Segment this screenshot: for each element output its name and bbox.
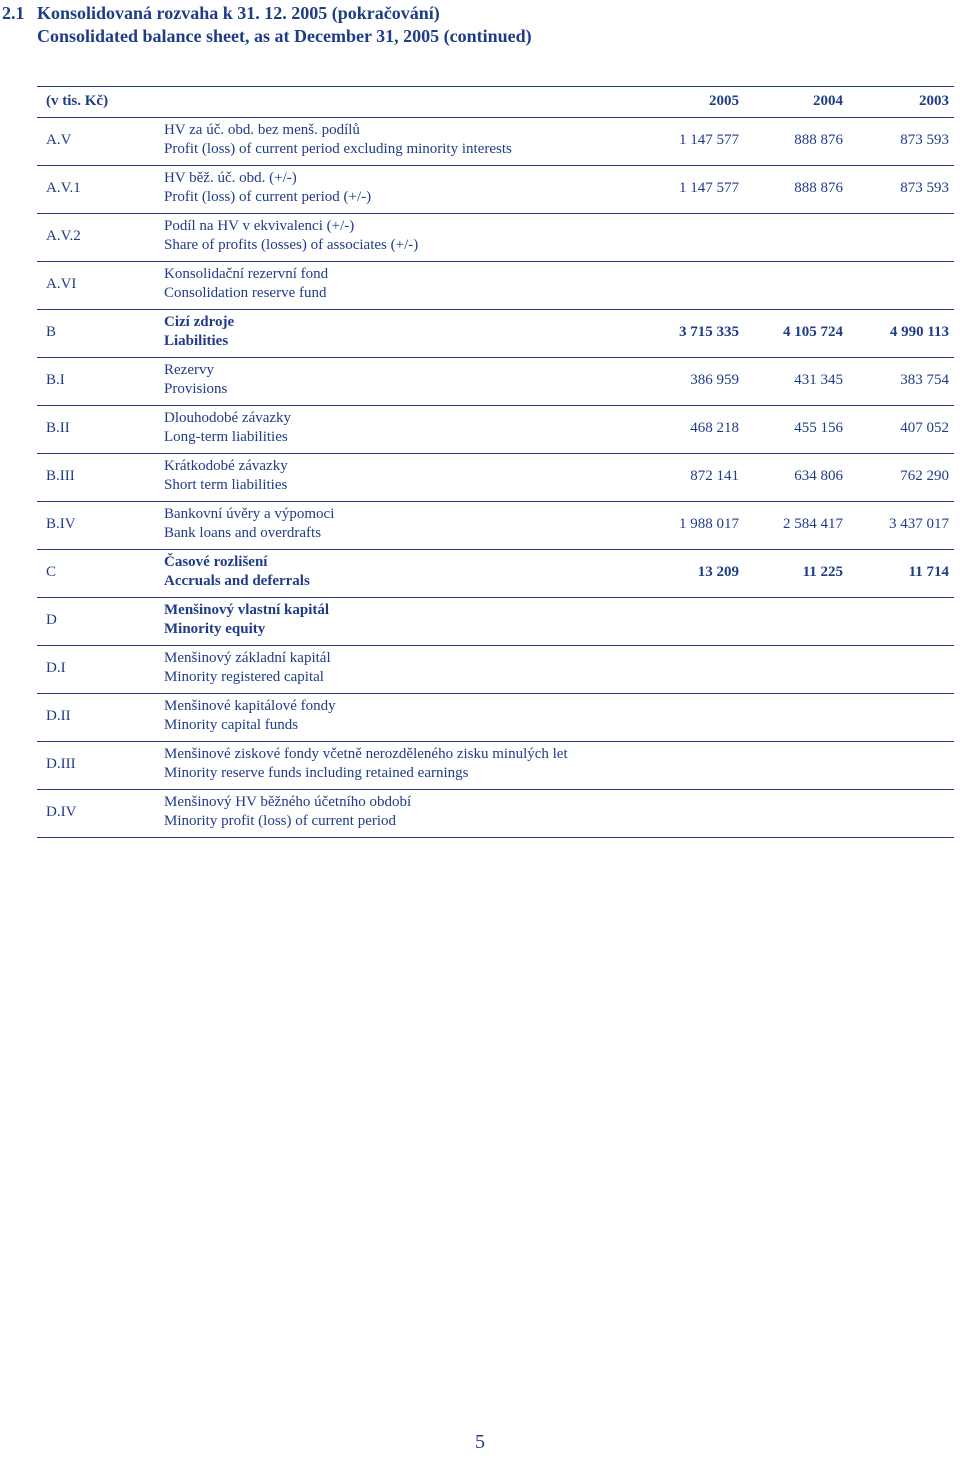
value-2004: 634 806 <box>794 468 843 484</box>
value-2004: 2 584 417 <box>783 516 843 532</box>
value-2003: 3 437 017 <box>889 516 949 532</box>
value-2005: 1 147 577 <box>679 180 739 196</box>
value-2004: 431 345 <box>794 372 843 388</box>
row-label-czech: Menšinový HV běžného účetního období <box>164 794 412 810</box>
row-label-english: Minority profit (loss) of current period <box>164 813 397 829</box>
row-label-english: Short term liabilities <box>164 477 288 493</box>
table-row <box>37 742 954 790</box>
row-code: B.III <box>46 468 75 484</box>
row-label-english: Long-term liabilities <box>164 429 288 445</box>
table-row <box>37 502 954 550</box>
row-label-english: Profit (loss) of current period excluding minority interests <box>164 141 512 157</box>
value-2003: 873 593 <box>900 132 949 148</box>
row-code: B <box>46 324 57 340</box>
row-label-czech: Konsolidační rezervní fond <box>164 266 329 282</box>
value-2005: 3 715 335 <box>679 324 739 340</box>
value-2003: 11 714 <box>908 564 949 580</box>
value-2004: 4 105 724 <box>783 324 843 340</box>
table-row <box>37 454 954 502</box>
unit-label: (v tis. Kč) <box>46 93 109 109</box>
row-code: B.II <box>46 420 70 436</box>
row-label-czech: HV běž. úč. obd. (+/-) <box>164 170 297 186</box>
table-row <box>37 118 954 166</box>
value-2003: 873 593 <box>900 180 949 196</box>
balance-sheet-table <box>37 86 954 838</box>
table-row <box>37 310 954 358</box>
row-label-czech: Dlouhodobé závazky <box>164 410 292 426</box>
value-2005: 1 988 017 <box>679 516 739 532</box>
title-czech: Konsolidovaná rozvaha k 31. 12. 2005 (pokračování) <box>37 3 440 23</box>
title-english: Consolidated balance sheet, as at December 31, 2005 (continued) <box>37 26 532 46</box>
row-label-czech: Podíl na HV v ekvivalenci (+/-) <box>164 218 355 234</box>
row-code: A.V <box>46 132 72 148</box>
table-row <box>37 166 954 214</box>
value-2005: 386 959 <box>690 372 739 388</box>
row-code: B.IV <box>46 516 76 532</box>
table-row <box>37 214 954 262</box>
table-row <box>37 598 954 646</box>
row-code: A.VI <box>46 276 77 292</box>
row-label-english: Bank loans and overdrafts <box>164 525 322 541</box>
row-code: A.V.2 <box>46 228 81 244</box>
value-2005: 1 147 577 <box>679 132 739 148</box>
value-2005: 468 218 <box>690 420 739 436</box>
row-label-english: Consolidation reserve fund <box>164 285 327 301</box>
year-2004-header: 2004 <box>813 93 843 109</box>
row-label-czech: Menšinové kapitálové fondy <box>164 698 336 714</box>
section-number: 2.1 <box>2 3 25 23</box>
value-2003: 4 990 113 <box>889 324 949 340</box>
row-label-english: Minority capital funds <box>164 717 299 733</box>
row-label-czech: Menšinové ziskové fondy včetně nerozděleného zisku minulých let <box>164 746 568 762</box>
value-2004: 888 876 <box>794 180 843 196</box>
row-code: A.V.1 <box>46 180 81 196</box>
row-label-czech: Časové rozlišení <box>164 554 268 570</box>
value-2004: 455 156 <box>794 420 843 436</box>
row-label-czech: Menšinový vlastní kapitál <box>164 602 330 618</box>
row-label-czech: Cizí zdroje <box>164 314 235 330</box>
row-label-english: Minority equity <box>164 621 266 637</box>
table-body <box>37 118 954 838</box>
row-label-czech: Rezervy <box>164 362 214 378</box>
row-label-czech: Menšinový základní kapitál <box>164 650 331 666</box>
row-code: C <box>46 564 57 580</box>
row-label-czech: Bankovní úvěry a výpomoci <box>164 506 335 522</box>
year-2005-header: 2005 <box>709 93 739 109</box>
table-header <box>37 86 954 118</box>
value-2004: 888 876 <box>794 132 843 148</box>
row-label-english: Minority reserve funds including retained earnings <box>164 765 469 781</box>
value-2003: 383 754 <box>900 372 949 388</box>
table-row <box>37 358 954 406</box>
table-row <box>37 790 954 838</box>
table-row <box>37 646 954 694</box>
row-code: D.I <box>46 660 66 676</box>
page-number: 5 <box>475 1431 485 1453</box>
value-2004: 11 225 <box>802 564 843 580</box>
table-row <box>37 550 954 598</box>
row-label-czech: Krátkodobé závazky <box>164 458 288 474</box>
value-2003: 407 052 <box>900 420 949 436</box>
row-label-english: Liabilities <box>164 333 229 349</box>
row-label-english: Provisions <box>164 381 228 397</box>
table-row <box>37 262 954 310</box>
value-2005: 872 141 <box>690 468 739 484</box>
row-code: B.I <box>46 372 65 388</box>
year-2003-header: 2003 <box>919 93 949 109</box>
table-row <box>37 694 954 742</box>
row-code: D.III <box>46 756 76 772</box>
row-label-english: Share of profits (losses) of associates (+/-) <box>164 237 419 253</box>
row-code: D.IV <box>46 804 77 820</box>
row-label-english: Minority registered capital <box>164 669 324 685</box>
table-row <box>37 406 954 454</box>
row-label-english: Accruals and deferrals <box>164 573 310 589</box>
row-label-czech: HV za úč. obd. bez menš. podílů <box>164 122 360 138</box>
row-label-english: Profit (loss) of current period (+/-) <box>164 189 372 205</box>
value-2005: 13 209 <box>697 564 739 580</box>
row-code: D.II <box>46 708 71 724</box>
row-code: D <box>46 612 57 628</box>
value-2003: 762 290 <box>900 468 949 484</box>
